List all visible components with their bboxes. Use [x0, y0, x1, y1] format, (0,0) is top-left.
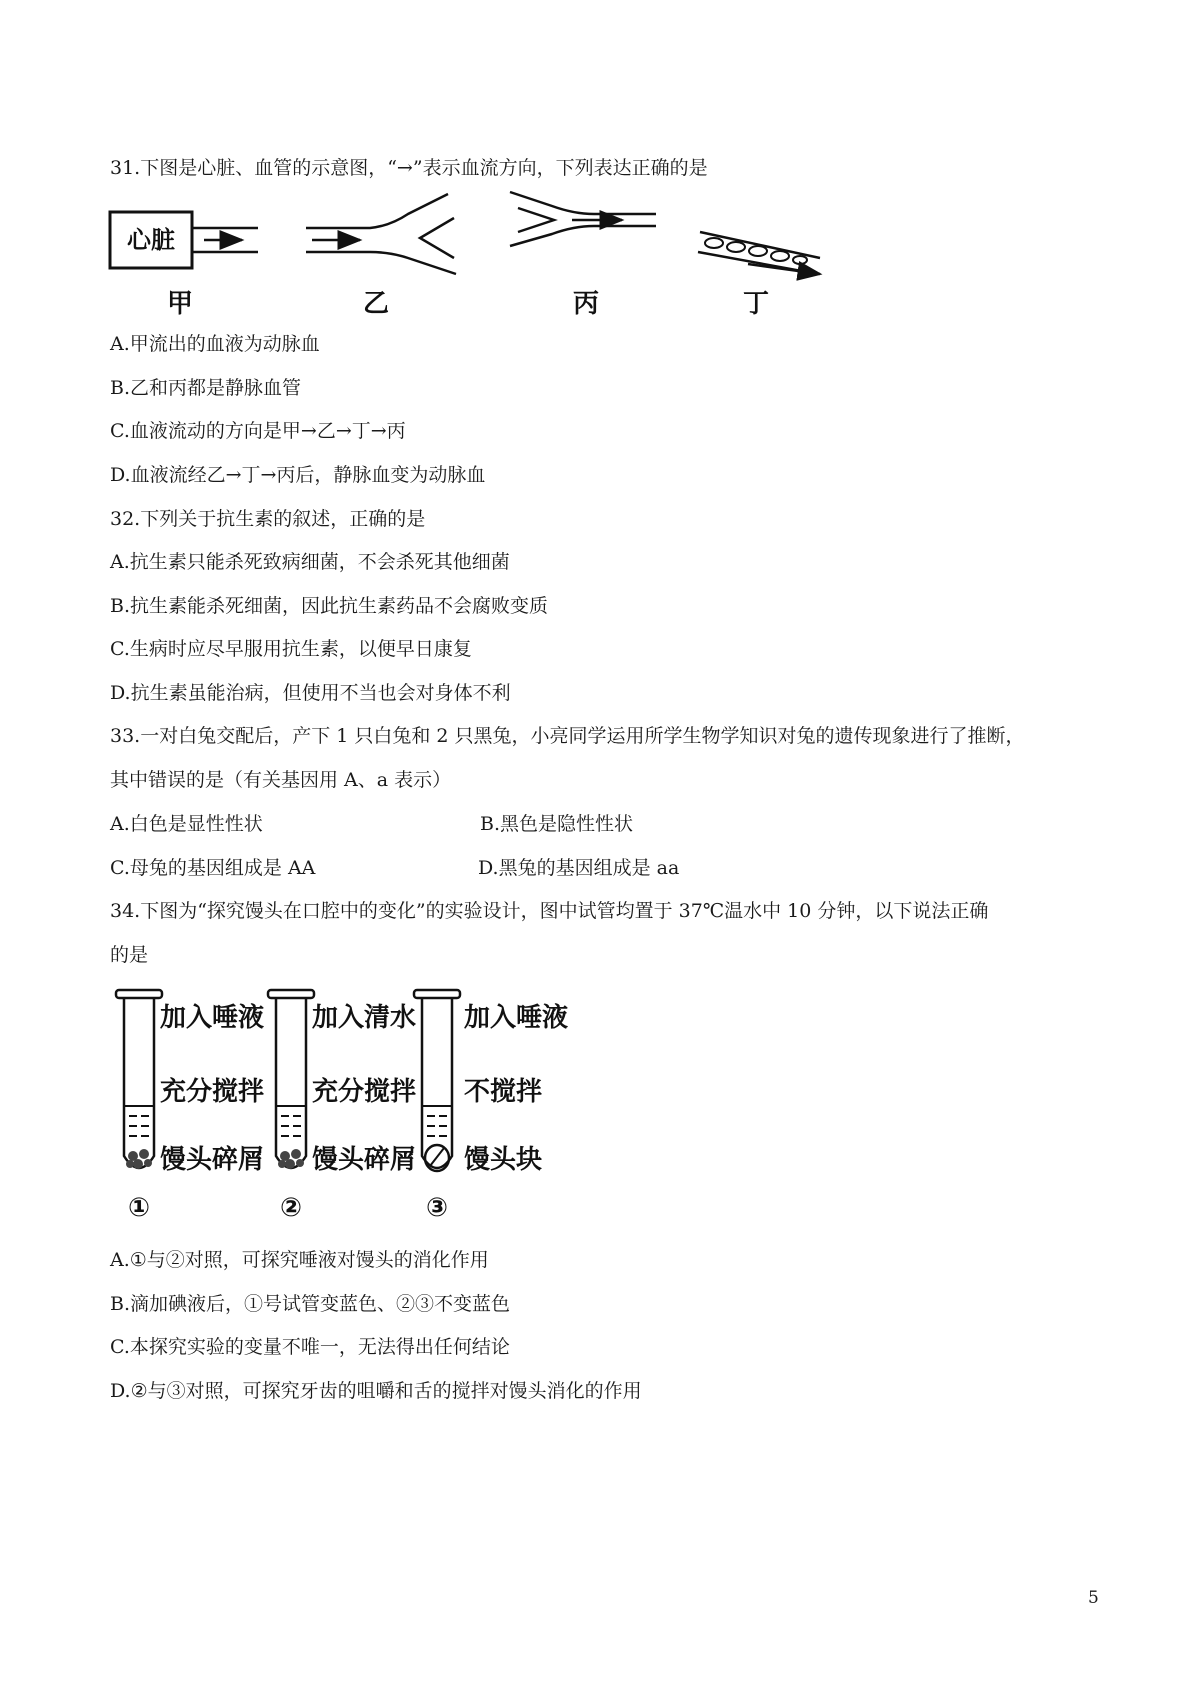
q31-option-c: C.血液流动的方向是甲→乙→丁→丙 [110, 420, 406, 442]
q32-option-d: D.抗生素虽能治病，但使用不当也会对身体不利 [110, 682, 511, 704]
q31-option-d: D.血液流经乙→丁→丙后，静脉血变为动脉血 [110, 464, 486, 486]
vessel-ding [698, 232, 820, 274]
heart-diagram [110, 212, 258, 268]
q31-option-a: A.甲流出的血液为动脉血 [110, 333, 320, 355]
q32-option-b: B.抗生素能杀死细菌，因此抗生素药品不会腐败变质 [110, 595, 549, 617]
tube-1-middle-label: 充分搅拌 [160, 1077, 265, 1107]
q34-option-a: A.①与②对照，可探究唾液对馒头的消化作用 [110, 1249, 489, 1271]
q31-option-b: B.乙和丙都是静脉血管 [110, 377, 302, 399]
q34-stem-line1: 34.下图为“探究馒头在口腔中的变化”的实验设计，图中试管均置于 37℃温水中 10 分钟，以下说法正确 [110, 900, 989, 922]
tube-3-bottom-label: 馒头块 [464, 1145, 543, 1175]
q33-option-d: D.黑兔的基因组成是 aa [478, 857, 680, 879]
vessel-bing [510, 192, 656, 246]
q33-option-b: B.黑色是隐性性状 [480, 813, 634, 835]
q33-option-c: C.母兔的基因组成是 AA [110, 857, 316, 879]
q33-option-a: A.白色是显性性状 [110, 813, 263, 835]
tube-2-number: ② [279, 1193, 303, 1223]
q32-option-c: C.生病时应尽早服用抗生素，以便早日康复 [110, 638, 472, 660]
tube-2-middle-label: 充分搅拌 [312, 1077, 417, 1107]
tube-2-bottom-label: 馒头碎屑 [312, 1145, 417, 1175]
q33-stem-line1: 33.一对白兔交配后，产下 1 只白兔和 2 只黑兔，小亮同学运用所学生物学知识对兔的遗传现象进行了推断， [110, 725, 1025, 747]
q34-test-tube-figure [108, 988, 628, 1228]
q33-stem-line2: 其中错误的是（有关基因用 A、a 表示） [110, 769, 452, 791]
caption-ding: 丁 [742, 289, 770, 319]
test-tube-3 [414, 990, 568, 1223]
q34-option-c: C.本探究实验的变量不唯一，无法得出任何结论 [110, 1336, 510, 1358]
caption-jia: 甲 [166, 289, 194, 319]
q34-stem-line2: 的是 [110, 944, 149, 966]
tube-1-number: ① [127, 1193, 151, 1223]
tube-3-number: ③ [425, 1193, 449, 1223]
test-tube-2 [268, 990, 416, 1223]
q31-heart-vessel-figure [108, 188, 838, 338]
q32-stem: 32.下列关于抗生素的叙述，正确的是 [110, 508, 426, 530]
caption-yi: 乙 [362, 289, 390, 319]
tube-3-top-label: 加入唾液 [464, 1003, 569, 1033]
tube-1-top-label: 加入唾液 [160, 1003, 265, 1033]
test-tube-1 [116, 990, 264, 1223]
heart-label: 心脏 [127, 226, 175, 254]
tube-2-top-label: 加入清水 [312, 1003, 417, 1033]
q31-stem: 31.下图是心脏、血管的示意图，“→”表示血流方向，下列表达正确的是 [110, 157, 708, 179]
q34-option-d: D.②与③对照，可探究牙齿的咀嚼和舌的搅拌对馒头消化的作用 [110, 1380, 642, 1402]
vessel-yi [306, 194, 456, 274]
q34-option-b: B.滴加碘液后，①号试管变蓝色、②③不变蓝色 [110, 1293, 511, 1315]
page-number: 5 [1088, 1588, 1099, 1608]
tube-1-bottom-label: 馒头碎屑 [160, 1145, 265, 1175]
caption-bing: 丙 [572, 289, 600, 319]
q32-option-a: A.抗生素只能杀死致病细菌，不会杀死其他细菌 [110, 551, 510, 573]
flow-arrow-icon [748, 264, 820, 274]
tube-3-middle-label: 不搅拌 [464, 1077, 543, 1107]
